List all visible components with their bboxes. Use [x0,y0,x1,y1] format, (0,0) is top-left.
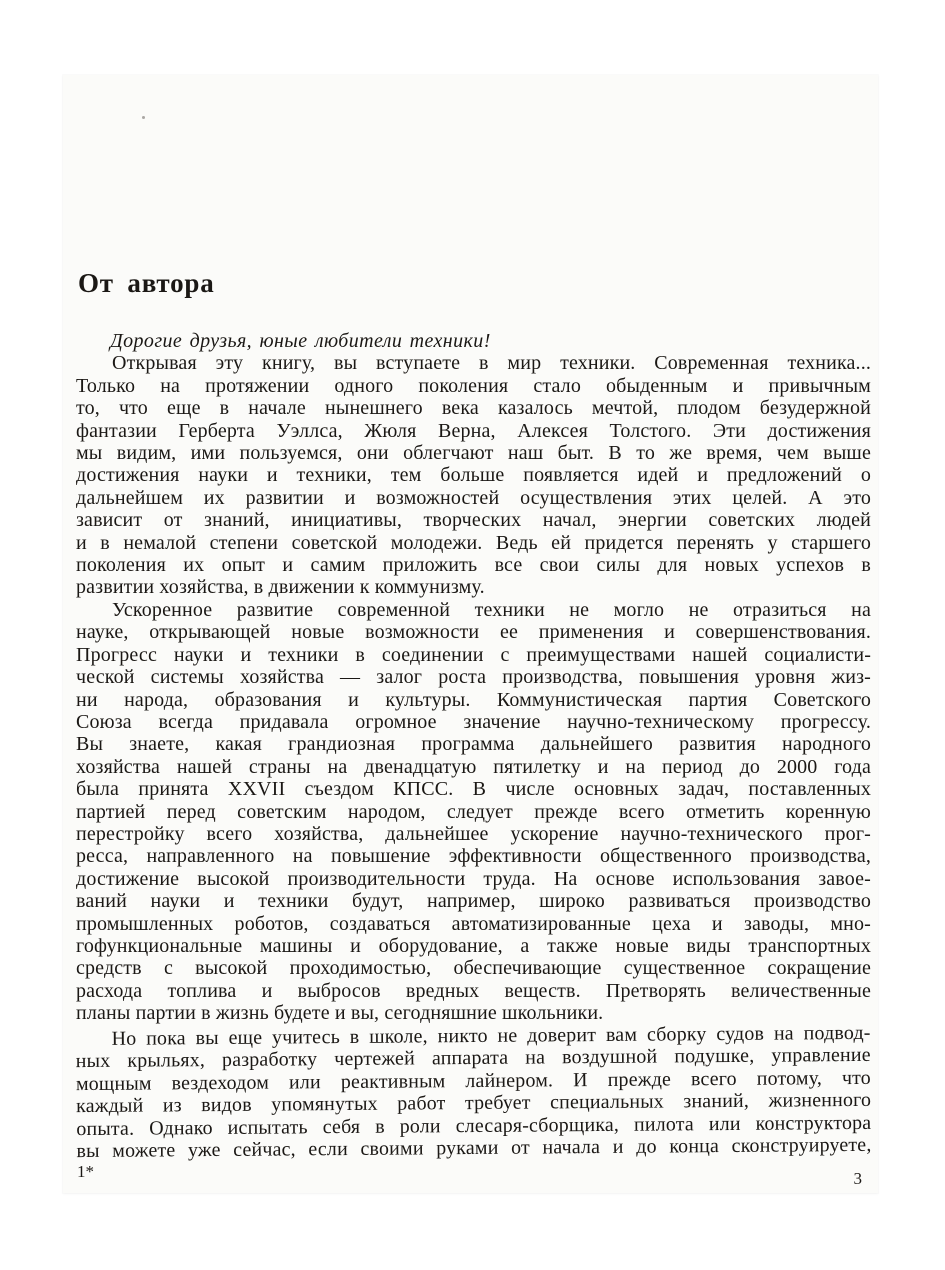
text-line: достижение высокой производительности труда. На основе использования завое- [76,867,871,890]
text-line: мощным вездеходом или реактивным лайнером. И прежде всего потому, что [75,1066,871,1095]
text-line: ных крыльях, разработку чертежей аппарата на воздушной подушке, управление [75,1043,871,1073]
text-line: достижения науки и техники, тем больше появляется идей и предложений о [76,464,871,487]
greeting-line: Дорогие друзья, юные любители техники! [110,330,491,352]
text-line: хозяйства нашей страны на двенадцатую пятилетку и на период до 2000 года [76,755,871,778]
text-line: ваний науки и техники будут, например, широко развиваться производство [76,890,871,913]
text-line: и в немалой степени советской молодежи. Ведь ей придется перенять у старшего [76,531,871,554]
text-line: то, что еще в начале нынешнего века казалось мечтой, плодом безудержной [76,397,871,420]
text-line: развитии хозяйства, в движении к коммунизму. [76,576,485,599]
text-line: ни народа, образования и культуры. Коммунистическая партия Советского [76,688,871,711]
text-line: каждый из видов упомянутых работ требует специальных знаний, жизненного [76,1088,872,1117]
text-line: партией перед советским народом, следует прежде всего отметить коренную [76,800,871,823]
text-line: опыта. Однако испытать себя в роли слесаря-сборщика, пилота или конструктора [76,1111,872,1140]
text-line: Но пока вы еще учитесь в школе, никто не доверит вам сборку судов на подвод- [111,1021,871,1050]
text-line: ресса, направленного на повышение эффективности общественного производства, [76,845,871,868]
text-line: планы партии в жизнь будете и вы, сегодняшние школьники. [76,1002,604,1025]
text-line: Прогресс науки и техники в соединении с преимуществами нашей социалисти- [76,643,871,666]
paragraph [76,599,871,1025]
text-line: средств с высокой проходимостью, обеспечивающие существенное сокращение [76,957,871,980]
text-line: мы видим, ими пользуемся, они облегчают наш быт. В то же время, чем выше [76,442,871,465]
text-line: гофункциональные машины и оборудование, а также новые виды транспортных [76,934,871,957]
scan-speck [142,116,145,119]
book-page [63,75,878,1193]
signature-mark: 1* [77,1162,94,1181]
text-line: была принята XXVII съездом КПСС. В числе основных задач, поставленных [76,778,871,801]
text-line: Только на протяжении одного поколения стало обыденным и привычным [76,374,871,397]
text-line: перестройку всего хозяйства, дальнейшее ускорение научно-технического прог- [76,822,871,845]
text-line: ческой системы хозяйства — залог роста производства, повышения уровня жиз- [76,666,871,689]
page-number: 3 [853,1169,862,1188]
paragraph [76,352,871,598]
text-line: дальнейшем их развитии и возможностей осуществления этих целей. А это [76,486,871,509]
text-line: Вы знаете, какая грандиозная программа дальнейшего развития народного [76,733,871,756]
body-text [75,330,872,1162]
text-line: Ускоренное развитие современной техники не могло не отразиться на [112,598,871,621]
text-line: фантазии Герберта Уэллса, Жюля Верна, Алексея Толстого. Эти достижения [76,419,871,442]
text-line: Союза всегда придавала огромное значение научно-техническому прогрессу. [76,710,871,733]
text-line: зависит от знаний, инициативы, творческих начал, энергии советских людей [76,509,871,532]
text-line: вы можете уже сейчас, если своими руками от начала и до конца сконструируете, [76,1133,872,1162]
text-line: расхода топлива и выбросов вредных веществ. Претворять величественные [76,979,871,1002]
text-line: Открывая эту книгу, вы вступаете в мир техники. Современная техника... [112,352,871,375]
body-paragraphs [75,352,872,1162]
text-line: промышленных роботов, создаваться автоматизированные цеха и заводы, мно- [76,912,871,935]
text-line: поколения их опыт и самим приложить все свои силы для новых успехов в [76,554,871,577]
text-line: науке, открывающей новые возможности ее применения и совершенствования. [76,621,871,644]
paragraph [75,1021,871,1162]
page-title: От автора [78,268,215,298]
